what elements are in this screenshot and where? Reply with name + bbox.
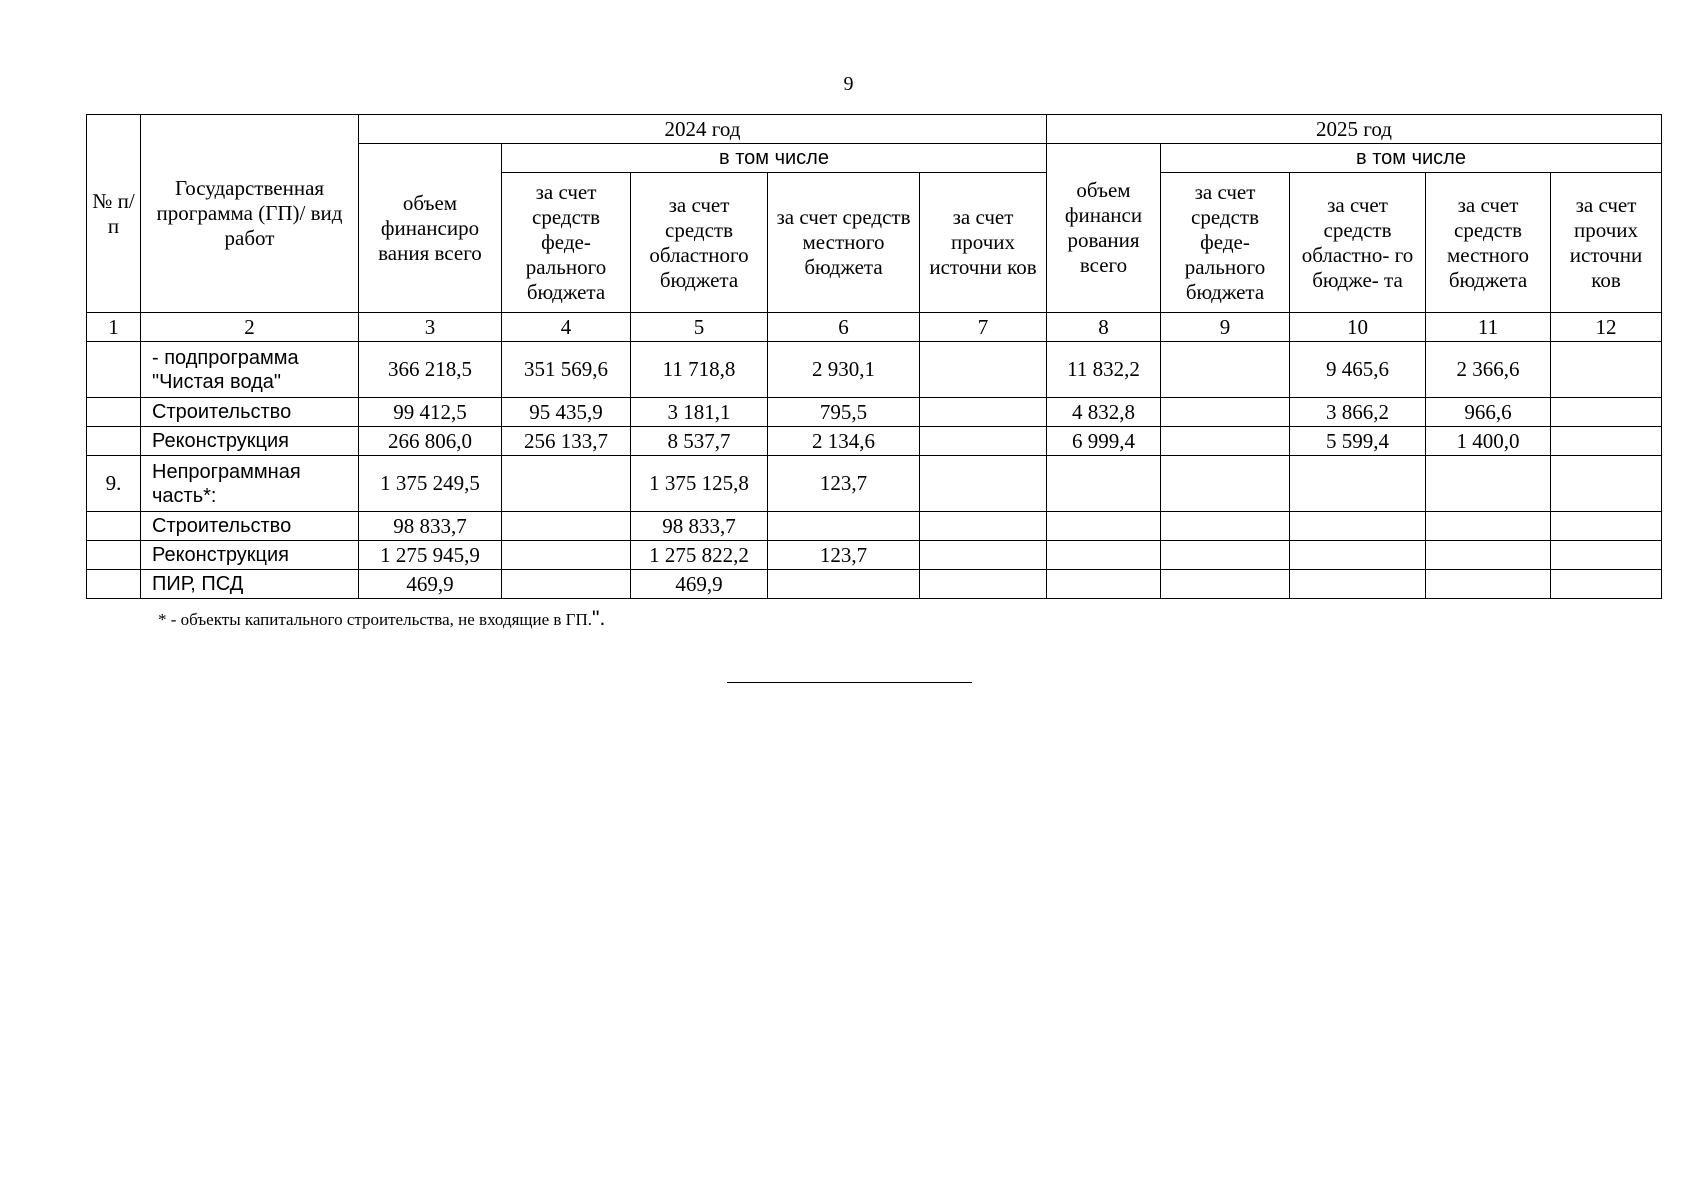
cell-value: 1 275 945,9: [359, 541, 502, 570]
closing-quote: ".: [592, 607, 606, 630]
cell-value: [920, 456, 1047, 512]
cell-value: [920, 570, 1047, 599]
cell-value: 99 412,5: [359, 398, 502, 427]
column-number: 7: [920, 313, 1047, 342]
cell-value: 795,5: [768, 398, 920, 427]
column-number: 8: [1047, 313, 1161, 342]
header-volume-2024: объем финансиро вания всего: [359, 144, 502, 313]
cell-value: 3 181,1: [631, 398, 768, 427]
header-including-2025: в том числе: [1161, 144, 1662, 173]
table-row: [87, 541, 1662, 570]
table-row: [87, 427, 1662, 456]
row-num: [87, 427, 141, 456]
cell-value: 9 465,6: [1290, 342, 1426, 398]
table-row: [87, 512, 1662, 541]
cell-value: 1 400,0: [1426, 427, 1551, 456]
cell-value: 5 599,4: [1290, 427, 1426, 456]
cell-value: [920, 512, 1047, 541]
cell-value: 1 375 125,8: [631, 456, 768, 512]
cell-value: [502, 570, 631, 599]
cell-value: 366 218,5: [359, 342, 502, 398]
cell-value: [768, 512, 920, 541]
header-row-years: [87, 115, 1662, 144]
financing-table: [86, 114, 1662, 599]
row-name: Строительство: [141, 512, 359, 541]
cell-value: [768, 570, 920, 599]
header-other-2025: за счет прочих источни ков: [1551, 173, 1662, 313]
cell-value: 2 366,6: [1426, 342, 1551, 398]
cell-value: [1426, 570, 1551, 599]
cell-value: [1161, 427, 1290, 456]
cell-value: [1290, 541, 1426, 570]
row-num: [87, 570, 141, 599]
row-name: Строительство: [141, 398, 359, 427]
cell-value: 1 375 249,5: [359, 456, 502, 512]
header-regional-2024: за счет средств областного бюджета: [631, 173, 768, 313]
cell-value: 256 133,7: [502, 427, 631, 456]
column-number: 5: [631, 313, 768, 342]
cell-value: [1290, 570, 1426, 599]
cell-value: [1161, 541, 1290, 570]
cell-value: [1551, 398, 1662, 427]
cell-value: [1047, 456, 1161, 512]
cell-value: 98 833,7: [631, 512, 768, 541]
footnote: [158, 608, 605, 631]
header-federal-2025: за счет средств феде- рального бюджета: [1161, 173, 1290, 313]
cell-value: [1426, 541, 1551, 570]
row-num: 9.: [87, 456, 141, 512]
header-other-2024: за счет прочих источни ков: [920, 173, 1047, 313]
column-number: 2: [141, 313, 359, 342]
cell-value: [1161, 570, 1290, 599]
cell-value: [1426, 456, 1551, 512]
header-federal-2024: за счет средств феде- рального бюджета: [502, 173, 631, 313]
cell-value: [1551, 342, 1662, 398]
header-program: Государственная программа (ГП)/ вид работ: [141, 115, 359, 313]
header-including-2024: в том числе: [502, 144, 1047, 173]
cell-value: [1047, 570, 1161, 599]
column-number: 6: [768, 313, 920, 342]
header-local-2025: за счет средств местного бюджета: [1426, 173, 1551, 313]
cell-value: 3 866,2: [1290, 398, 1426, 427]
cell-value: [1047, 512, 1161, 541]
header-num: № п/п: [87, 115, 141, 313]
cell-value: [1551, 541, 1662, 570]
cell-value: [920, 427, 1047, 456]
table-row: [87, 342, 1662, 398]
column-number: 10: [1290, 313, 1426, 342]
row-name: ПИР, ПСД: [141, 570, 359, 599]
row-num: [87, 512, 141, 541]
table-row: [87, 570, 1662, 599]
cell-value: [1290, 456, 1426, 512]
column-number: 4: [502, 313, 631, 342]
cell-value: 2 134,6: [768, 427, 920, 456]
row-name: - подпрограмма "Чистая вода": [141, 342, 359, 398]
cell-value: [920, 342, 1047, 398]
row-num: [87, 541, 141, 570]
cell-value: 266 806,0: [359, 427, 502, 456]
column-number: 9: [1161, 313, 1290, 342]
cell-value: 95 435,9: [502, 398, 631, 427]
cell-value: 123,7: [768, 456, 920, 512]
row-name: Реконструкция: [141, 427, 359, 456]
cell-value: 11 718,8: [631, 342, 768, 398]
cell-value: [1426, 512, 1551, 541]
row-name: Непрограммная часть*:: [141, 456, 359, 512]
cell-value: 98 833,7: [359, 512, 502, 541]
cell-value: 1 275 822,2: [631, 541, 768, 570]
cell-value: [502, 512, 631, 541]
cell-value: [1551, 570, 1662, 599]
cell-value: [920, 541, 1047, 570]
table-row: [87, 456, 1662, 512]
cell-value: [1551, 427, 1662, 456]
column-number: 3: [359, 313, 502, 342]
page-number: 9: [843, 73, 854, 95]
row-num: [87, 398, 141, 427]
header-regional-2025: за счет средств областно- го бюдже- та: [1290, 173, 1426, 313]
cell-value: [1290, 512, 1426, 541]
cell-value: [1047, 541, 1161, 570]
cell-value: 123,7: [768, 541, 920, 570]
cell-value: [1161, 456, 1290, 512]
cell-value: 351 569,6: [502, 342, 631, 398]
cell-value: [1161, 342, 1290, 398]
cell-value: [1551, 512, 1662, 541]
cell-value: 2 930,1: [768, 342, 920, 398]
cell-value: [1161, 512, 1290, 541]
cell-value: [920, 398, 1047, 427]
table-row: [87, 398, 1662, 427]
divider-line: [727, 682, 972, 683]
cell-value: 6 999,4: [1047, 427, 1161, 456]
cell-value: [1161, 398, 1290, 427]
column-number: 11: [1426, 313, 1551, 342]
cell-value: [502, 541, 631, 570]
header-year-2024: 2024 год: [359, 115, 1047, 144]
cell-value: [1551, 456, 1662, 512]
header-volume-2025: объем финанси рования всего: [1047, 144, 1161, 313]
cell-value: 966,6: [1426, 398, 1551, 427]
row-num: [87, 342, 141, 398]
cell-value: 11 832,2: [1047, 342, 1161, 398]
column-number: 12: [1551, 313, 1662, 342]
row-name: Реконструкция: [141, 541, 359, 570]
column-number-row: [87, 313, 1662, 342]
column-number: 1: [87, 313, 141, 342]
cell-value: [502, 456, 631, 512]
cell-value: 469,9: [359, 570, 502, 599]
cell-value: 8 537,7: [631, 427, 768, 456]
cell-value: 4 832,8: [1047, 398, 1161, 427]
header-year-2025: 2025 год: [1047, 115, 1662, 144]
header-local-2024: за счет средств местного бюджета: [768, 173, 920, 313]
cell-value: 469,9: [631, 570, 768, 599]
footnote-text: * - объекты капитального строительства, не входящие в ГП.: [158, 610, 593, 629]
